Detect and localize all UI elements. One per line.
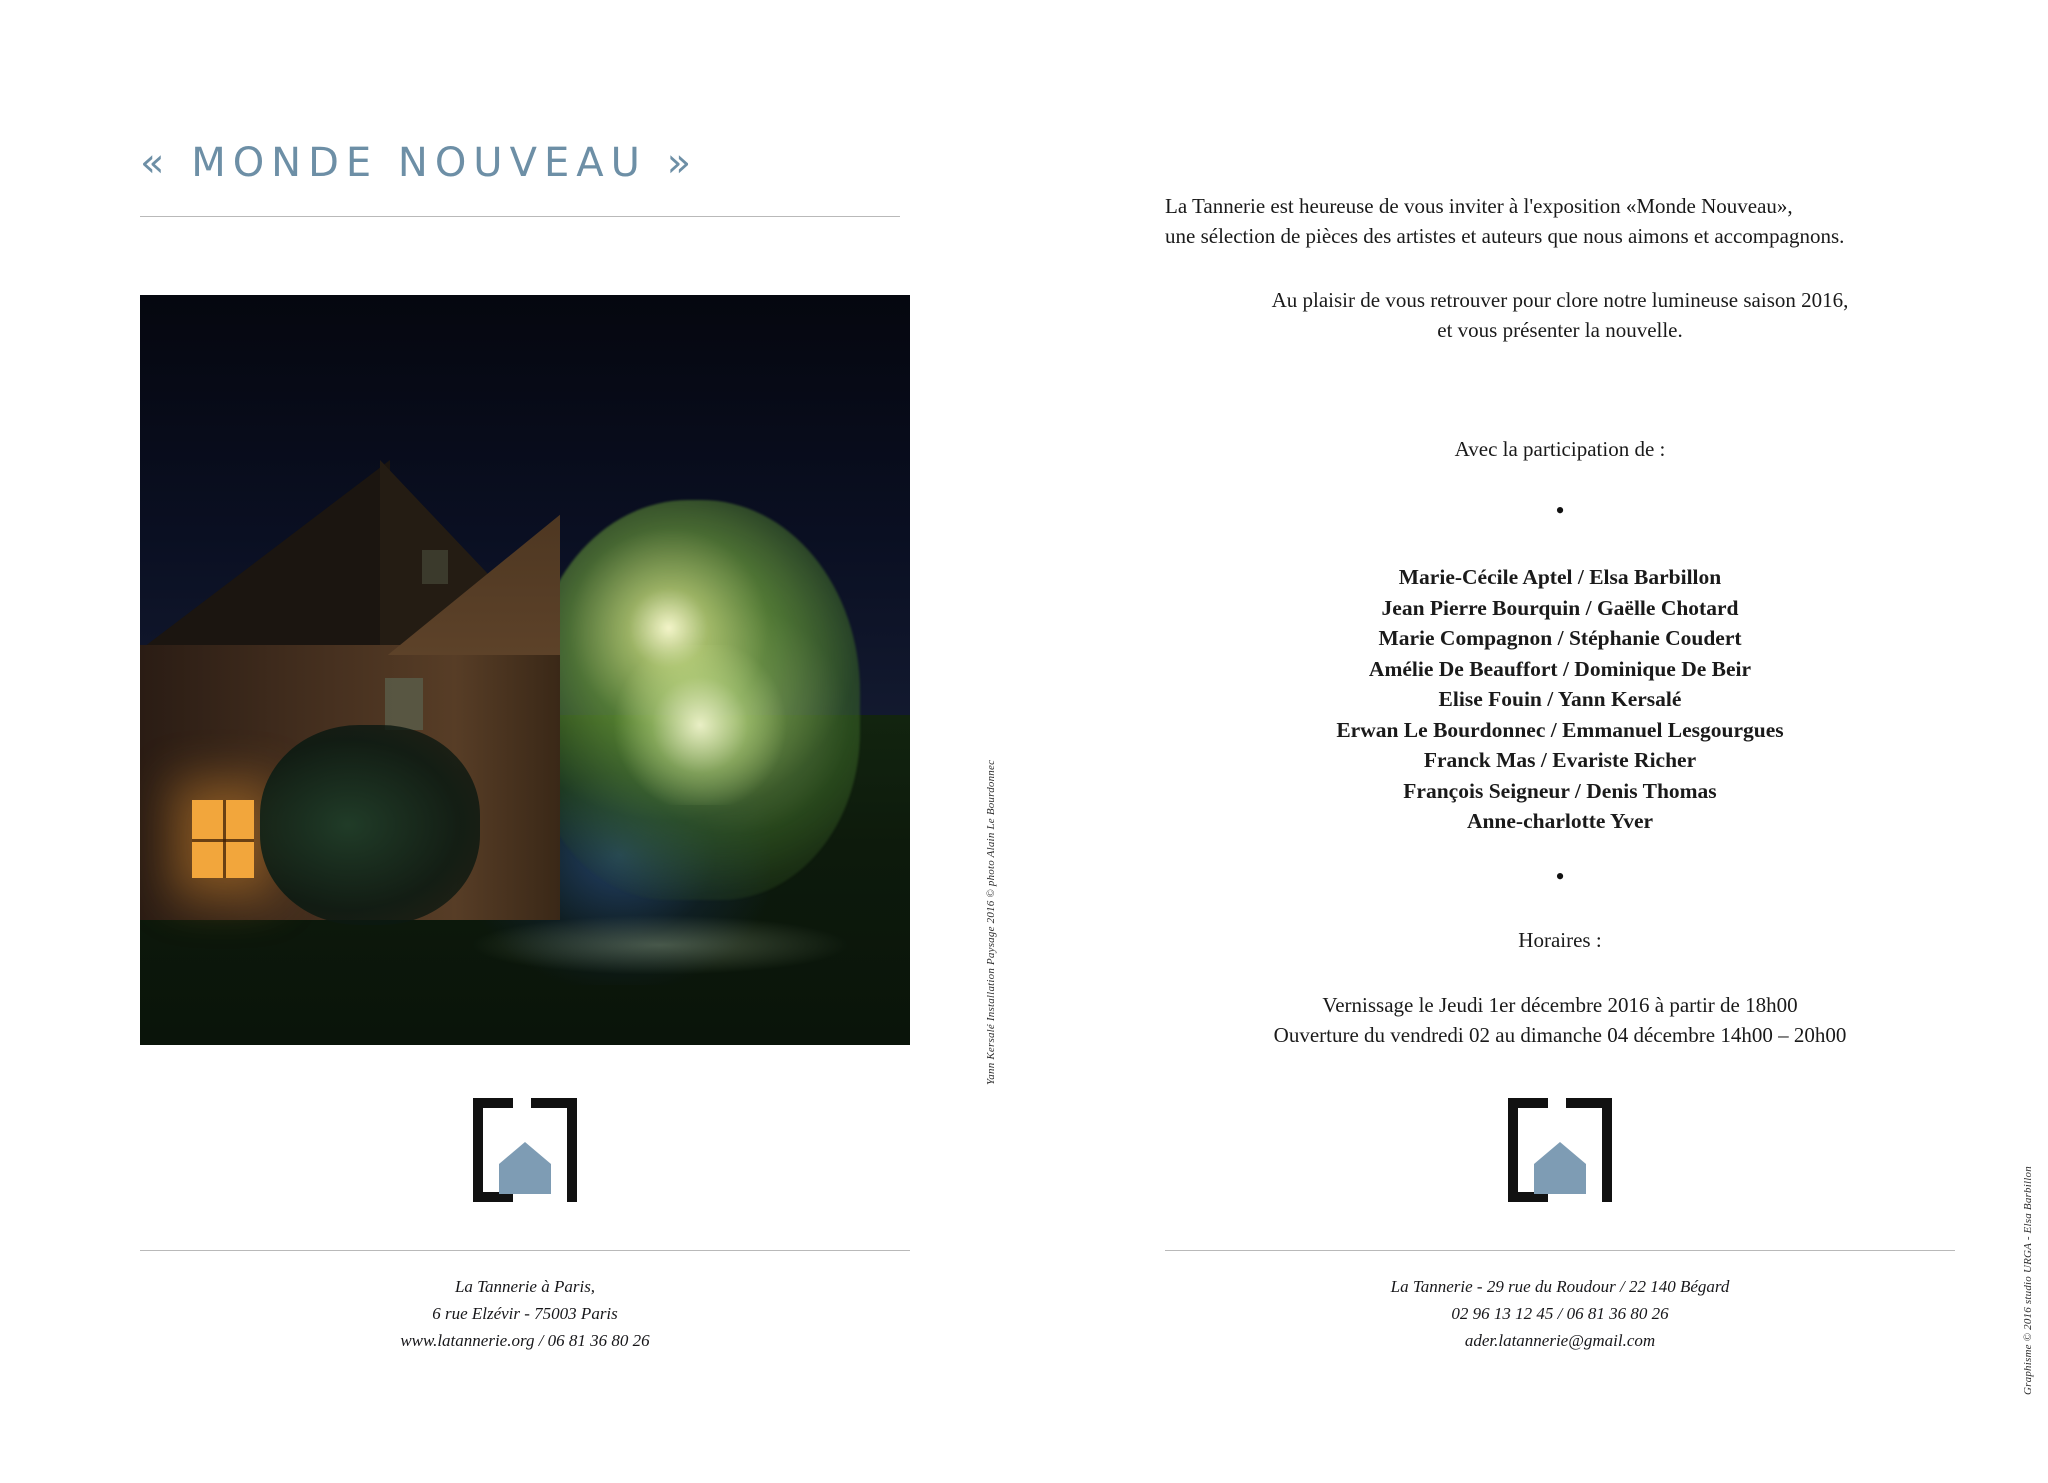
artists-list [1165,562,1955,837]
list-item: Jean Pierre Bourquin / Gaëlle Chotard [1381,595,1739,620]
title-block [140,140,900,217]
title-divider [140,216,900,217]
la-tannerie-logo [465,1090,585,1210]
photo-shrub [260,725,480,925]
footer-right-line-2: 02 96 13 12 45 / 06 81 36 80 26 [1451,1304,1669,1324]
list-item: Marie-Cécile Aptel / Elsa Barbillon [1398,565,1722,589]
photo-tree-glow [610,645,790,805]
separator-dot-top: • [1555,496,1565,525]
list-item: Amélie De Beauffort / Dominique De Beir [1368,656,1752,681]
footer-left-line-3[interactable]: www.latannerie.org / 06 81 36 80 26 [400,1331,650,1351]
hours-label: Horaires : [1518,928,1602,952]
list-item: Franck Mas / Evariste Richer [1423,748,1697,773]
page-title: « MONDE NOUVEAU » [140,140,699,186]
footer-divider-left [140,1250,910,1251]
logo-right-container [1165,1090,1955,1210]
separator-dot-bottom: • [1555,862,1565,891]
photo-credit-spine: Yann Kersalé Installation Paysage 2016 © photo Alain Le Bourdonnec [985,759,997,1085]
intro-line-2: une sélection de pièces des artistes et auteurs que nous aimons et accompagnons. [1165,223,1845,248]
photo-lawn-light [470,915,850,975]
closing-line-1: Au plaisir de vous retrouver pour clore notre lumineuse saison 2016, [1271,288,1849,312]
footer-address-right [1165,1273,1955,1355]
footer-right-line-1: La Tannerie - 29 rue du Roudour / 22 140 Bégard [1390,1277,1730,1296]
footer-left-line-1: La Tannerie à Paris, [454,1277,596,1296]
list-item: Elise Fouin / Yann Kersalé [1438,687,1682,712]
intro-line-1: La Tannerie est heureuse de vous inviter à l'exposition «Monde Nouveau», [1165,194,1793,218]
logo-left-container [140,1090,910,1210]
intro-paragraph [1165,192,1955,252]
footer-left [140,1250,910,1355]
hours-line-2: Ouverture du vendredi 02 au dimanche 04 décembre 14h00 – 20h00 [1273,1023,1847,1048]
la-tannerie-logo [1500,1090,1620,1210]
photo-roof-left [140,460,390,650]
footer-divider-right [1165,1250,1955,1251]
photo-window-upper [422,550,448,584]
photo-window-middle [385,678,423,730]
exhibition-photo [140,295,910,1045]
closing-paragraph [1165,286,1955,346]
left-page [0,0,980,1483]
closing-line-2: et vous présenter la nouvelle. [1437,317,1683,342]
footer-left-line-2: 6 rue Elzévir - 75003 Paris [432,1304,618,1324]
participation-label: Avec la participation de : [1454,437,1666,461]
footer-address-left [140,1273,910,1355]
hours-details [1165,990,1955,1051]
footer-right-line-3[interactable]: ader.latannerie@gmail.com [1464,1331,1656,1351]
right-page [1100,0,2000,1483]
list-item: Marie Compagnon / Stéphanie Coudert [1378,626,1742,651]
list-item: François Seigneur / Denis Thomas [1403,778,1717,803]
hours-line-1: Vernissage le Jeudi 1er décembre 2016 à partir de 18h00 [1322,993,1798,1017]
list-item: Erwan Le Bourdonnec / Emmanuel Lesgourgues [1336,717,1784,742]
design-credit-edge: Graphisme © 2016 studio URGA - Elsa Barbillon [2022,1166,2034,1395]
footer-right [1165,1250,1955,1355]
list-item: Anne-charlotte Yver [1466,809,1654,834]
photo-lit-window [192,800,254,878]
